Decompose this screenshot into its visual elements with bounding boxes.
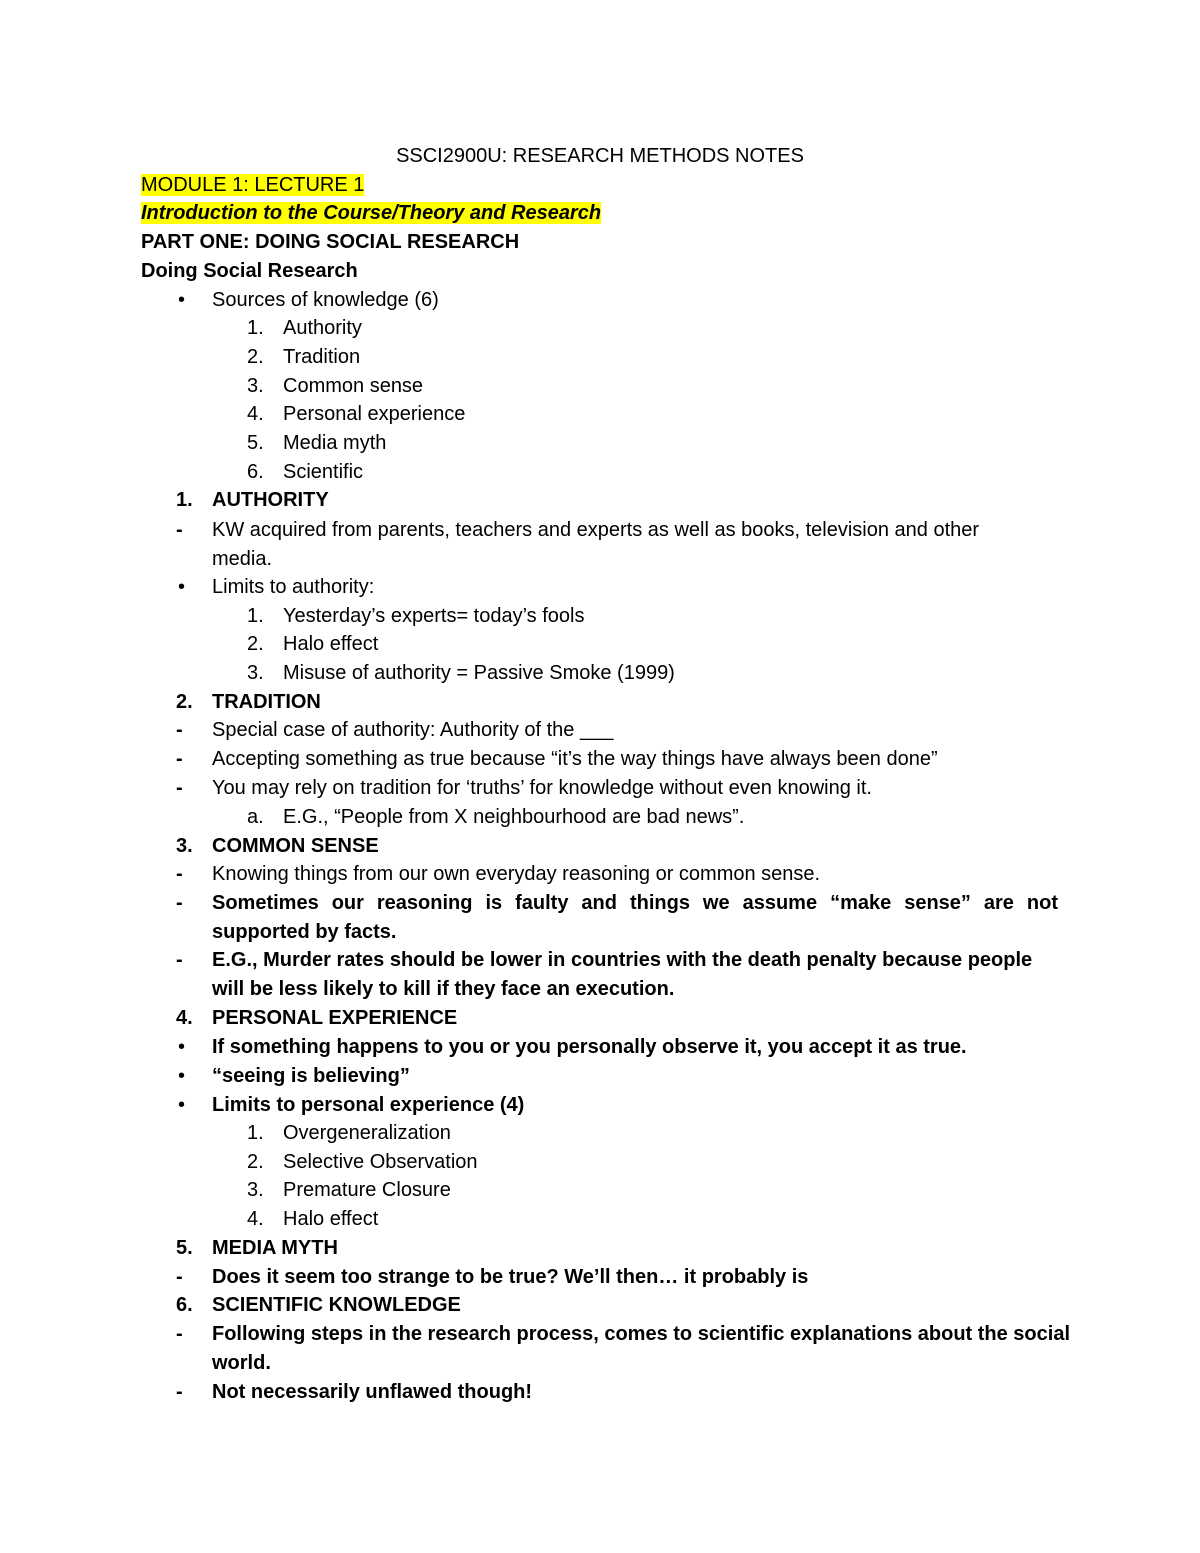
line-marker: -: [176, 719, 183, 741]
note-line: E.G., “People from X neighbourhood are bad news”.: [283, 806, 745, 828]
line-marker: -: [176, 1266, 183, 1288]
note-line: Overgeneralization: [283, 1122, 451, 1144]
line-marker: 5.: [176, 1237, 193, 1259]
lecture-title-wrap: [141, 201, 601, 225]
line-marker: 5.: [247, 432, 264, 454]
line-marker: 3.: [247, 662, 264, 684]
note-line: Misuse of authority = Passive Smoke (1999): [283, 662, 675, 684]
line-marker: 3.: [247, 375, 264, 397]
line-marker: 2.: [247, 633, 264, 655]
line-marker: 2.: [247, 1151, 264, 1173]
line-marker: -: [176, 863, 183, 885]
module-heading-wrap: [141, 173, 364, 197]
line-marker: 1.: [176, 489, 193, 511]
note-line: supported by facts.: [212, 921, 397, 943]
note-line: “seeing is believing”: [212, 1065, 410, 1087]
note-line: Tradition: [283, 346, 361, 368]
note-line: SCIENTIFIC KNOWLEDGE: [212, 1294, 461, 1316]
note-line: KW acquired from parents, teachers and experts as well as books, television and other: [212, 519, 980, 541]
note-line: Does it seem too strange to be true? We’ll then… it probably is: [212, 1266, 809, 1288]
note-line: Personal experience: [283, 403, 466, 425]
note-line: MEDIA MYTH: [212, 1237, 338, 1259]
section-heading: Doing Social Research: [141, 260, 358, 282]
line-marker: •: [178, 289, 186, 311]
document-title: SSCI2900U: RESEARCH METHODS NOTES: [396, 145, 804, 167]
line-marker: 6.: [247, 461, 264, 483]
note-line: AUTHORITY: [212, 489, 329, 511]
line-marker: •: [178, 1036, 186, 1058]
line-marker: 1.: [247, 1122, 264, 1144]
line-marker: -: [176, 892, 183, 914]
line-marker: 4.: [247, 1208, 264, 1230]
line-marker: a.: [247, 806, 264, 828]
part-heading: PART ONE: DOING SOCIAL RESEARCH: [141, 231, 520, 253]
note-line: Yesterday’s experts= today’s fools: [283, 605, 585, 627]
line-marker: •: [178, 1065, 186, 1087]
note-line: Following steps in the research process, comes to scientific explanations about the social: [212, 1323, 1071, 1345]
note-line: will be less likely to kill if they face an execution.: [212, 978, 675, 1000]
note-line: world.: [212, 1352, 271, 1374]
line-marker: 4.: [247, 403, 264, 425]
note-line: Accepting something as true because “it’s the way things have always been done”: [212, 748, 938, 770]
line-marker: 2.: [247, 346, 264, 368]
note-line: Common sense: [283, 375, 424, 397]
note-line: Halo effect: [283, 633, 379, 655]
line-marker: -: [176, 777, 183, 799]
line-marker: -: [176, 1323, 183, 1345]
note-line: Limits to personal experience (4): [212, 1094, 525, 1116]
note-line: Halo effect: [283, 1208, 379, 1230]
line-marker: •: [178, 576, 186, 598]
line-marker: 4.: [176, 1007, 193, 1029]
note-line: COMMON SENSE: [212, 835, 379, 857]
note-line: PERSONAL EXPERIENCE: [212, 1007, 458, 1029]
note-line: Sometimes our reasoning is faulty and things we assume “make sense” are not: [212, 892, 1058, 914]
line-marker: -: [176, 1381, 183, 1403]
note-line: You may rely on tradition for ‘truths’ for knowledge without even knowing it.: [212, 777, 872, 799]
note-line: media.: [212, 548, 273, 570]
note-line: TRADITION: [212, 691, 321, 713]
note-line: Special case of authority: Authority of the ___: [212, 719, 614, 741]
note-line: Media myth: [283, 432, 387, 454]
note-line: Knowing things from our own everyday reasoning or common sense.: [212, 863, 821, 885]
note-line: Scientific: [283, 461, 364, 483]
note-line: If something happens to you or you personally observe it, you accept it as true.: [212, 1036, 967, 1058]
note-line: Premature Closure: [283, 1179, 451, 1201]
module-heading: MODULE 1: LECTURE 1: [141, 174, 365, 196]
note-line: Not necessarily unflawed though!: [212, 1381, 533, 1403]
note-line: E.G., Murder rates should be lower in countries with the death penalty because people: [212, 949, 1033, 971]
line-marker: 3.: [247, 1179, 264, 1201]
line-marker: 6.: [176, 1294, 193, 1316]
line-marker: 2.: [176, 691, 193, 713]
line-marker: •: [178, 1094, 186, 1116]
note-line: Selective Observation: [283, 1151, 478, 1173]
line-marker: 1.: [247, 605, 264, 627]
line-marker: -: [176, 949, 183, 971]
line-marker: -: [176, 519, 183, 541]
lecture-title: Introduction to the Course/Theory and Research: [141, 202, 602, 224]
line-marker: 1.: [247, 317, 264, 339]
note-line: Limits to authority:: [212, 576, 375, 598]
line-marker: 3.: [176, 835, 193, 857]
note-line: Authority: [283, 317, 362, 339]
line-marker: -: [176, 748, 183, 770]
note-line: Sources of knowledge (6): [212, 289, 439, 311]
